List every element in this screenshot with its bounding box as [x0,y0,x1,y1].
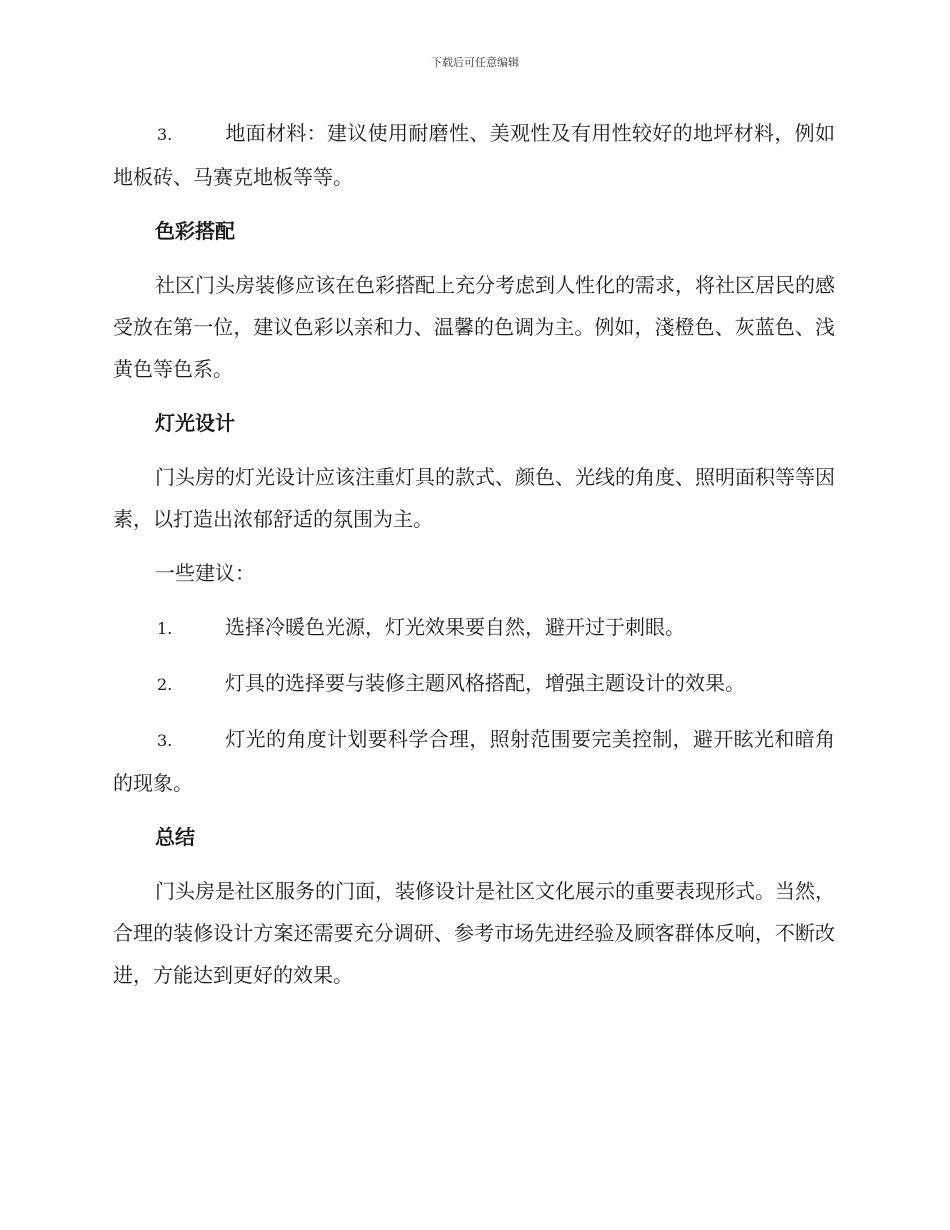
list-item-light-1 [113,606,835,650]
section-heading-color: 色彩搭配 [155,219,235,243]
list-item-light-2 [113,662,835,706]
page-header: 下载后可任意编辑 [431,56,519,69]
list-number: 1. [157,619,173,638]
document-body [113,112,835,1008]
section-heading-summary: 总结 [155,825,195,849]
list-text: 灯具的选择要与装修主题风格搭配，增强主题设计的效果。 [225,671,745,695]
list-item-light-3 [113,718,835,804]
paragraph-lighting: 门头房的灯光设计应该注重灯具的款式、颜色、光线的角度、照明面积等等因素，以打造出浓郁舒适的氛围为主。 [113,465,835,531]
paragraph-suggestions-intro: 一些建议： [155,561,255,585]
list-item-floor-material [113,112,835,198]
list-number: 2. [157,675,173,694]
list-text: 地面材料：建议使用耐磨性、美观性及有用性较好的地坪材料，例如地板砖、马赛克地板等等。 [113,121,835,189]
section-heading-lighting: 灯光设计 [155,411,235,435]
list-number: 3. [157,731,173,750]
paragraph-color: 社区门头房装修应该在色彩搭配上充分考虑到人性化的需求，将社区居民的感受放在第一位，建议色彩以亲和力、温馨的色调为主。例如，淺橙色、灰蓝色、浅黄色等色系。 [113,273,835,381]
paragraph-summary: 门头房是社区服务的门面，装修设计是社区文化展示的重要表现形式。当然，合理的装修设计方案还需要充分调研、参考市场先进经验及顾客群体反响，不断改进，方能达到更好的效果。 [113,879,835,987]
list-text: 选择冷暖色光源，灯光效果要自然，避开过于刺眼。 [225,615,685,639]
list-number: 3. [157,125,173,144]
list-text: 灯光的角度计划要科学合理，照射范围要完美控制，避开眩光和暗角的现象。 [113,727,835,795]
